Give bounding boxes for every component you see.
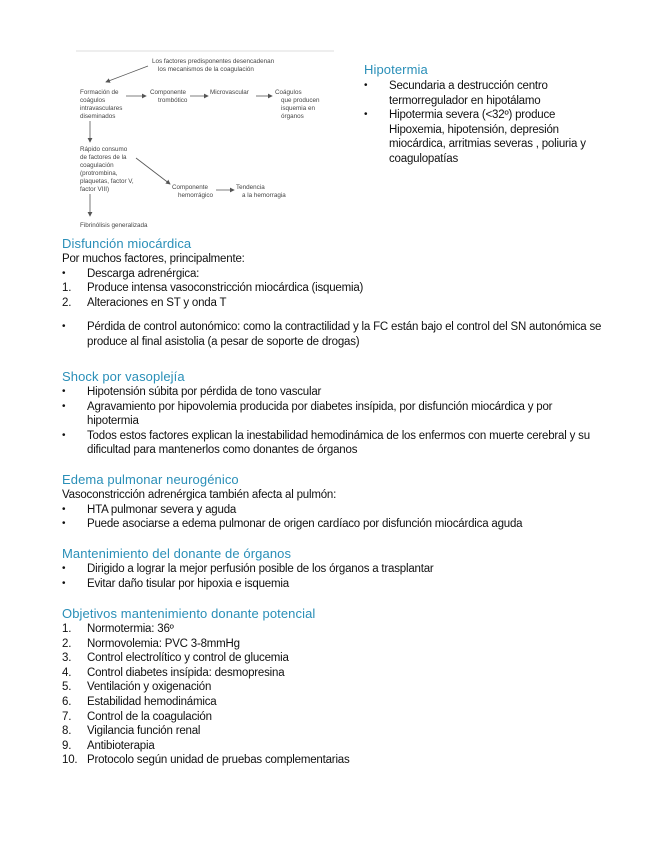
list-item: 5. Ventilación y oxigenación	[62, 681, 212, 694]
diagram-hemorragico-text: Componente hemorrágico	[172, 184, 213, 199]
list-item: • HTA pulmonar severa y aguda	[62, 503, 237, 516]
list-item: • Descarga adrenérgica:	[62, 267, 200, 280]
hipotermia-title: Hipotermia	[364, 62, 428, 77]
list-item: 2. Alteraciones en ST y onda T	[62, 296, 227, 309]
list-item: 2. Normovolemia: PVC 3-8mmHg	[62, 637, 240, 650]
arrow-to-hemorragico	[136, 158, 170, 184]
list-item: 10. Protocolo según unidad de pruebas complementarias	[62, 754, 350, 767]
list-item: • Secundaria a destrucción centro termorregulador en hipotálamo	[364, 80, 548, 107]
mantenimiento-title: Mantenimiento del donante de órganos	[62, 546, 292, 561]
list-item: • Hipotermia severa (<32º) produce Hipoxemia, hipotensión, depresión miocárdica, arritmias severas , poliuria y coagulopatías	[364, 109, 586, 165]
edema-section	[62, 472, 622, 532]
list-item: • Pérdida de control autonómico: como la contractilidad y la FC están bajo el control del SN autonómica se produce al final asistolia (a pesar de soporte de drogas)	[62, 321, 602, 348]
mantenimiento-section	[62, 546, 602, 591]
edema-title: Edema pulmonar neurogénico	[62, 472, 239, 487]
list-item: • Puede asociarse a edema pulmonar de origen cardíaco por disfunción miocárdica aguda	[62, 518, 523, 531]
hipotermia-section	[364, 62, 594, 167]
coagulation-diagram	[76, 46, 334, 234]
list-item: 4. Control diabetes insípida: desmopresina	[62, 666, 285, 679]
list-item: 7. Control de la coagulación	[62, 710, 212, 723]
list-item: 3. Control electrolítico y control de glucemia	[62, 652, 289, 665]
diagram-tendencia-text: Tendencia a la hemorragia	[236, 184, 286, 199]
arrow-top-to-coagulos	[106, 66, 148, 82]
list-item: 9. Antibioterapia	[62, 739, 155, 752]
vasoplejia-list	[62, 385, 602, 458]
diagram-top-text: Los factores predisponentes desencadenan los mecanismos de la coagulación	[152, 58, 275, 73]
disfuncion-title: Disfunción miocárdica	[62, 236, 192, 251]
list-item: • Todos estos factores explican la inestabilidad hemodinámica de los enfermos con muerte cerebral y su dificultad para mantenerlos como donantes de órganos	[62, 429, 590, 457]
disfuncion-section	[62, 236, 602, 350]
list-item: 6. Estabilidad hemodinámica	[62, 695, 217, 708]
list-item: • Dirigido a lograr la mejor perfusión posible de los órganos a trasplantar	[62, 563, 434, 575]
list-item: • Agravamiento por hipovolemia producida por diabetes insípida, por disfunción miocárdica y por hipotermia	[62, 400, 553, 428]
list-item: 1. Normotermia: 36º	[62, 623, 174, 635]
diagram-consumo-text: Rápido consumo de factores de la coagulación (protrombina, plaquetas, factor V, factor VIII)	[80, 146, 134, 193]
vasoplejia-section	[62, 369, 602, 458]
diagram-microvascular-text: Microvascular	[210, 89, 249, 96]
diagram-trombotico-text: Componente trombótico	[150, 89, 188, 104]
vasoplejia-title: Shock por vasoplejía	[62, 369, 185, 384]
list-item: 8. Vigilancia función renal	[62, 725, 201, 738]
list-item: • Hipotensión súbita por pérdida de tono vascular	[62, 386, 322, 398]
mantenimiento-list	[62, 562, 602, 591]
diagram-fibrinolisis-text: Fibrinólisis generalizada	[80, 222, 148, 229]
edema-intro: Vasoconstricción adrenérgica también afecta al pulmón:	[62, 489, 337, 501]
objetivos-title: Objetivos mantenimiento donante potencial	[62, 606, 316, 621]
coagulation-flowchart	[76, 46, 334, 234]
objetivos-list	[62, 622, 602, 768]
disfuncion-intro: Por muchos factores, principalmente:	[62, 253, 245, 265]
hipotermia-list	[364, 79, 594, 167]
list-item: 1. Produce intensa vasoconstricción miocárdica (isquemia)	[62, 282, 364, 295]
list-item: • Evitar daño tisular por hipoxia e isquemia	[62, 577, 289, 590]
diagram-coagulos-text: Formación de coágulos intravasculares diseminados	[80, 89, 123, 120]
objetivos-section	[62, 606, 602, 768]
diagram-isquemia-text: Coágulos que producen isquemia en órganos	[275, 89, 320, 120]
edema-list	[62, 503, 622, 532]
